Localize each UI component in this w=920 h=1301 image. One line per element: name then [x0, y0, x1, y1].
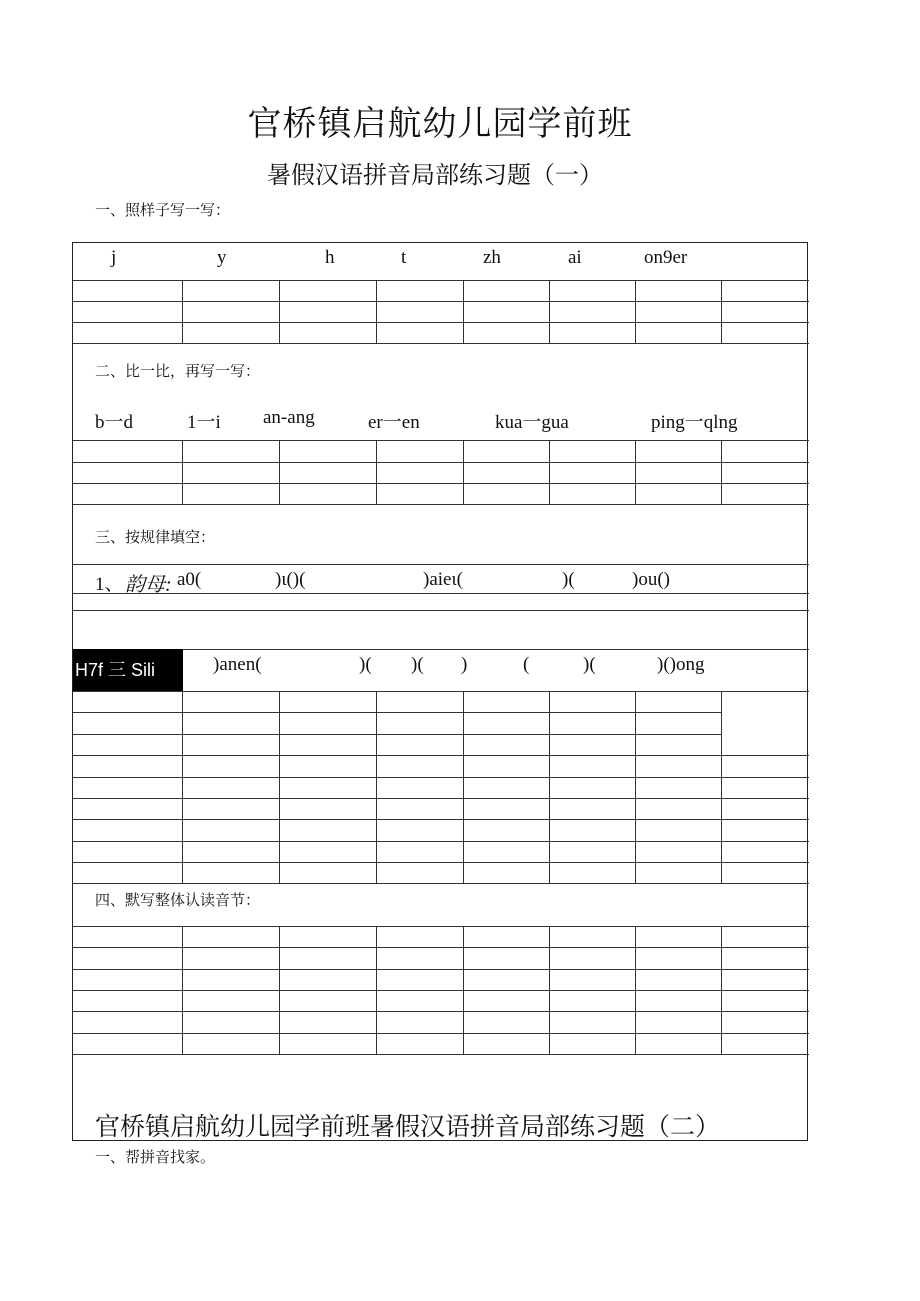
fill-part: )()ong: [657, 654, 705, 675]
fill-part: a0(: [177, 569, 202, 590]
part2-heading: 一、帮拼音找家。: [95, 1148, 216, 1166]
compare-pair: an-ang: [263, 407, 315, 428]
example-letter: t: [401, 247, 407, 268]
example-letter: j: [111, 247, 117, 268]
line1-number: 1、: [95, 574, 124, 595]
section4-heading: 四、默写整体认读音节：: [95, 891, 261, 909]
fill-part: )ou(): [632, 569, 670, 590]
fill-part: )aieι(: [423, 569, 463, 590]
page-title: 官桥镇启航幼儿园学前班: [247, 104, 633, 144]
example-letter: on9er: [644, 247, 688, 268]
example-letter: h: [325, 247, 335, 268]
part2-title: 官桥镇启航幼儿园学前班暑假汉语拼音局部练习题（二）: [95, 1112, 721, 1141]
compare-pair: er一en: [368, 412, 420, 433]
compare-pair: 1一i: [187, 412, 221, 433]
example-letter: ai: [568, 247, 582, 268]
fill-part: )anen(: [213, 654, 262, 675]
section3-heading: 三、按规律填空：: [95, 528, 216, 546]
compare-pair: kua一gua: [495, 412, 569, 433]
compare-pair: b一d: [95, 412, 134, 433]
worksheet-table: [72, 242, 808, 1141]
example-letter: y: [217, 247, 227, 268]
fill-part: ): [461, 654, 468, 675]
black-redaction-box: H7f 三 Sili: [73, 649, 183, 691]
fill-part: )ι()(: [275, 569, 306, 590]
section2-heading: 二、比一比，再写一写：: [95, 362, 261, 380]
page-subtitle: 暑假汉语拼音局部练习题（一）: [267, 161, 603, 189]
example-letter: zh: [483, 247, 501, 268]
fill-part: )(: [562, 569, 575, 590]
fill-part: )(: [411, 654, 424, 675]
section1-heading: 一、照样子写一写：: [95, 201, 231, 219]
fill-part: )(: [583, 654, 596, 675]
line1-label: 韵母:: [125, 574, 172, 596]
fill-part: (: [523, 654, 530, 675]
fill-part: )(: [359, 654, 372, 675]
compare-pair: ping一qlng: [651, 412, 738, 433]
